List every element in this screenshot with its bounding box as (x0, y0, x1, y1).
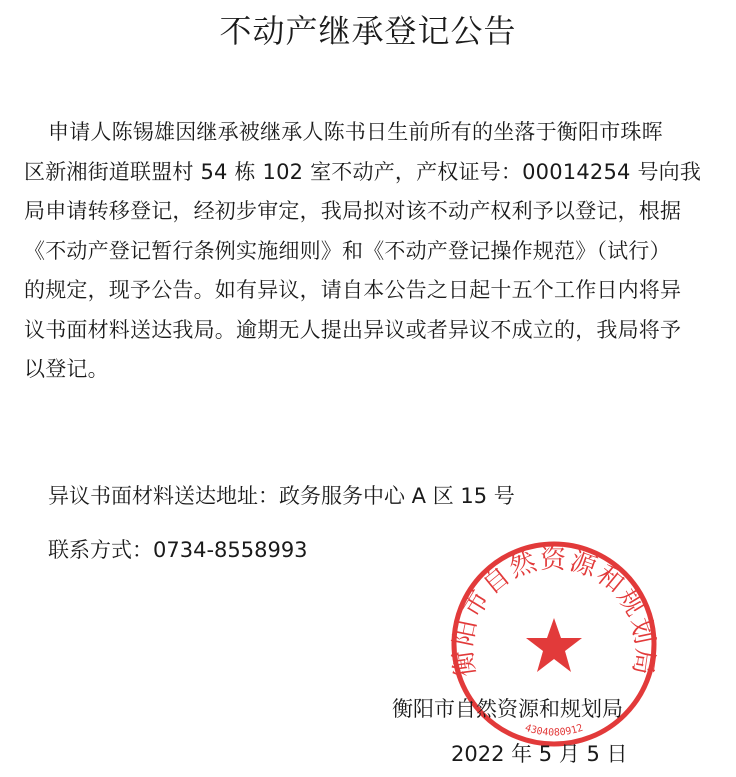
notice-body (24, 113, 724, 390)
body-line: 的规定，现予公告。如有异议，请自本公告之日起十五个工作日内将异 (24, 278, 682, 302)
issuing-authority: 衡阳市自然资源和规划局 (392, 697, 623, 721)
notice-date: 2022 年 5 月 5 日 (451, 742, 628, 766)
seal-star-icon (526, 618, 582, 672)
body-line: 区新湘街道联盟村 54 栋 102 室不动产，产权证号：00014254 号向我 (24, 159, 702, 184)
body-line: 以登记。 (24, 357, 109, 381)
body-line: 议书面材料送达我局。逾期无人提出异议或者异议不成立的，我局将予 (24, 317, 682, 342)
seal-code-text: 4304080912 (523, 722, 585, 739)
body-line: 申请人陈锡雄因继承被继承人陈书日生前所有的坐落于衡阳市珠晖 (48, 120, 663, 144)
seal-ring-text: 衡阳市自然资源和规划局 (448, 545, 660, 679)
objection-address: 异议书面材料送达地址：政务服务中心 A 区 15 号 (48, 484, 515, 508)
contact-info: 联系方式：0734-8558993 (48, 538, 308, 562)
body-line: 局申请转移登记，经初步审定，我局拟对该不动产权利予以登记，根据 (24, 199, 682, 223)
body-line: 《不动产登记暂行条例实施细则》和《不动产登记操作规范》（试行） (24, 238, 671, 263)
notice-title: 不动产继承登记公告 (219, 12, 517, 50)
